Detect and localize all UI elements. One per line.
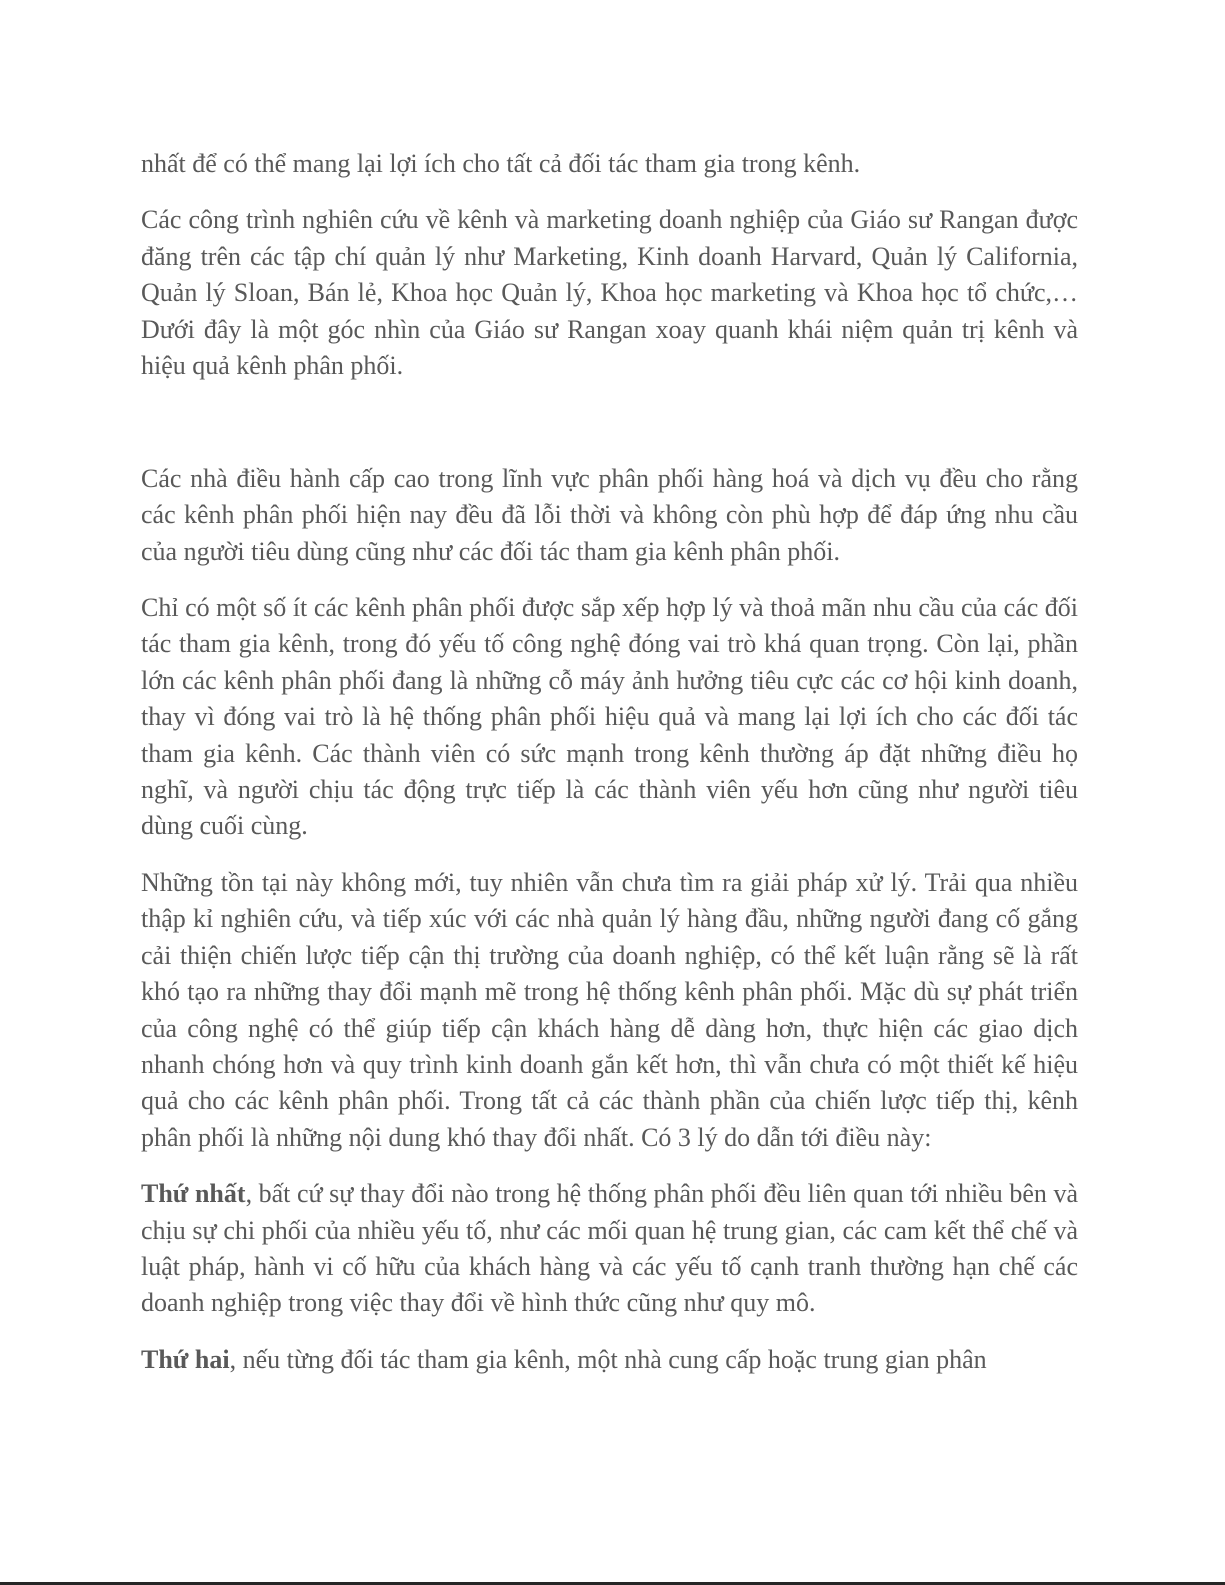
- paragraph: [141, 1342, 1078, 1378]
- paragraph-text: , bất cứ sự thay đổi nào trong hệ thống phân phối đều liên quan tới nhiều bên và chịu sự chi phối của nhiều yếu tố, như các mối quan hệ trung gian, các cam kết thể chế và luật pháp, hành vi cố hữu của khách hàng và các yếu tố cạnh tranh thường hạn chế các doanh nghiệp trong việc thay đổi về hình thức cũng như quy mô.: [141, 1179, 1078, 1318]
- paragraph-text: Các công trình nghiên cứu về kênh và marketing doanh nghiệp của Giáo sư Rangan được đăng trên các tập chí quản lý như Marketing, Kinh doanh Harvard, Quản lý California, Quản lý Sloan, Bán lẻ, Khoa học Quản lý, Khoa học marketing và Khoa học tổ chức,… Dưới đây là một góc nhìn của Giáo sư Rangan xoay quanh khái niệm quản trị kênh và hiệu quả kênh phân phối.: [141, 205, 1078, 381]
- paragraph-lead-bold: Thứ hai: [141, 1344, 230, 1374]
- paragraph: [141, 865, 1078, 1156]
- paragraph-text: Những tồn tại này không mới, tuy nhiên vẫn chưa tìm ra giải pháp xử lý. Trải qua nhiều thập kỉ nghiên cứu, và tiếp xúc với các nhà quản lý hàng đầu, những người đang cố gắng cải thiện chiến lược tiếp cận thị trường của doanh nghiệp, có thể kết luận rằng sẽ là rất khó tạo ra những thay đổi mạnh mẽ trong hệ thống kênh phân phối. Mặc dù sự phát triển của công nghệ có thể giúp tiếp cận khách hàng dễ dàng hơn, thực hiện các giao dịch nhanh chóng hơn và quy trình kinh doanh gắn kết hơn, thì vẫn chưa có một thiết kế hiệu quả cho các kênh phân phối. Trong tất cả các thành phần của chiến lược tiếp thị, kênh phân phối là những nội dung khó thay đổi nhất. Có 3 lý do dẫn tới điều này:: [141, 867, 1078, 1152]
- paragraph-lead-bold: Thứ nhất: [141, 1179, 246, 1209]
- paragraph-text: Chỉ có một số ít các kênh phân phối được sắp xếp hợp lý và thoả mãn nhu cầu của các đối tác tham gia kênh, trong đó yếu tố công nghệ đóng vai trò khá quan trọng. Còn lại, phần lớn các kênh phân phối đang là những cỗ máy ảnh hưởng tiêu cực các cơ hội kinh doanh, thay vì đóng vai trò là hệ thống phân phối hiệu quả và mang lại lợi ích cho các đối tác tham gia kênh. Các thành viên có sức mạnh trong kênh thường áp đặt những điều họ nghĩ, và người chịu tác động trực tiếp là các thành viên yếu hơn cũng như người tiêu dùng cuối cùng.: [141, 593, 1078, 841]
- paragraph: [141, 1176, 1078, 1322]
- paragraph-text: , nếu từng đối tác tham gia kênh, một nhà cung cấp hoặc trung gian phân: [229, 1344, 987, 1374]
- document-content: [141, 146, 1078, 1378]
- paragraph: [141, 146, 1078, 182]
- empty-paragraph: [141, 404, 1078, 440]
- paragraph: [141, 202, 1078, 384]
- paragraph: [141, 590, 1078, 845]
- paragraph: [141, 461, 1078, 570]
- paragraph-text: nhất để có thể mang lại lợi ích cho tất cả đối tác tham gia trong kênh.: [141, 149, 861, 178]
- paragraph-text: Các nhà điều hành cấp cao trong lĩnh vực phân phối hàng hoá và dịch vụ đều cho rằng các kênh phân phối hiện nay đều đã lỗi thời và không còn phù hợp để đáp ứng nhu cầu của người tiêu dùng cũng như các đối tác tham gia kênh phân phối.: [141, 463, 1078, 566]
